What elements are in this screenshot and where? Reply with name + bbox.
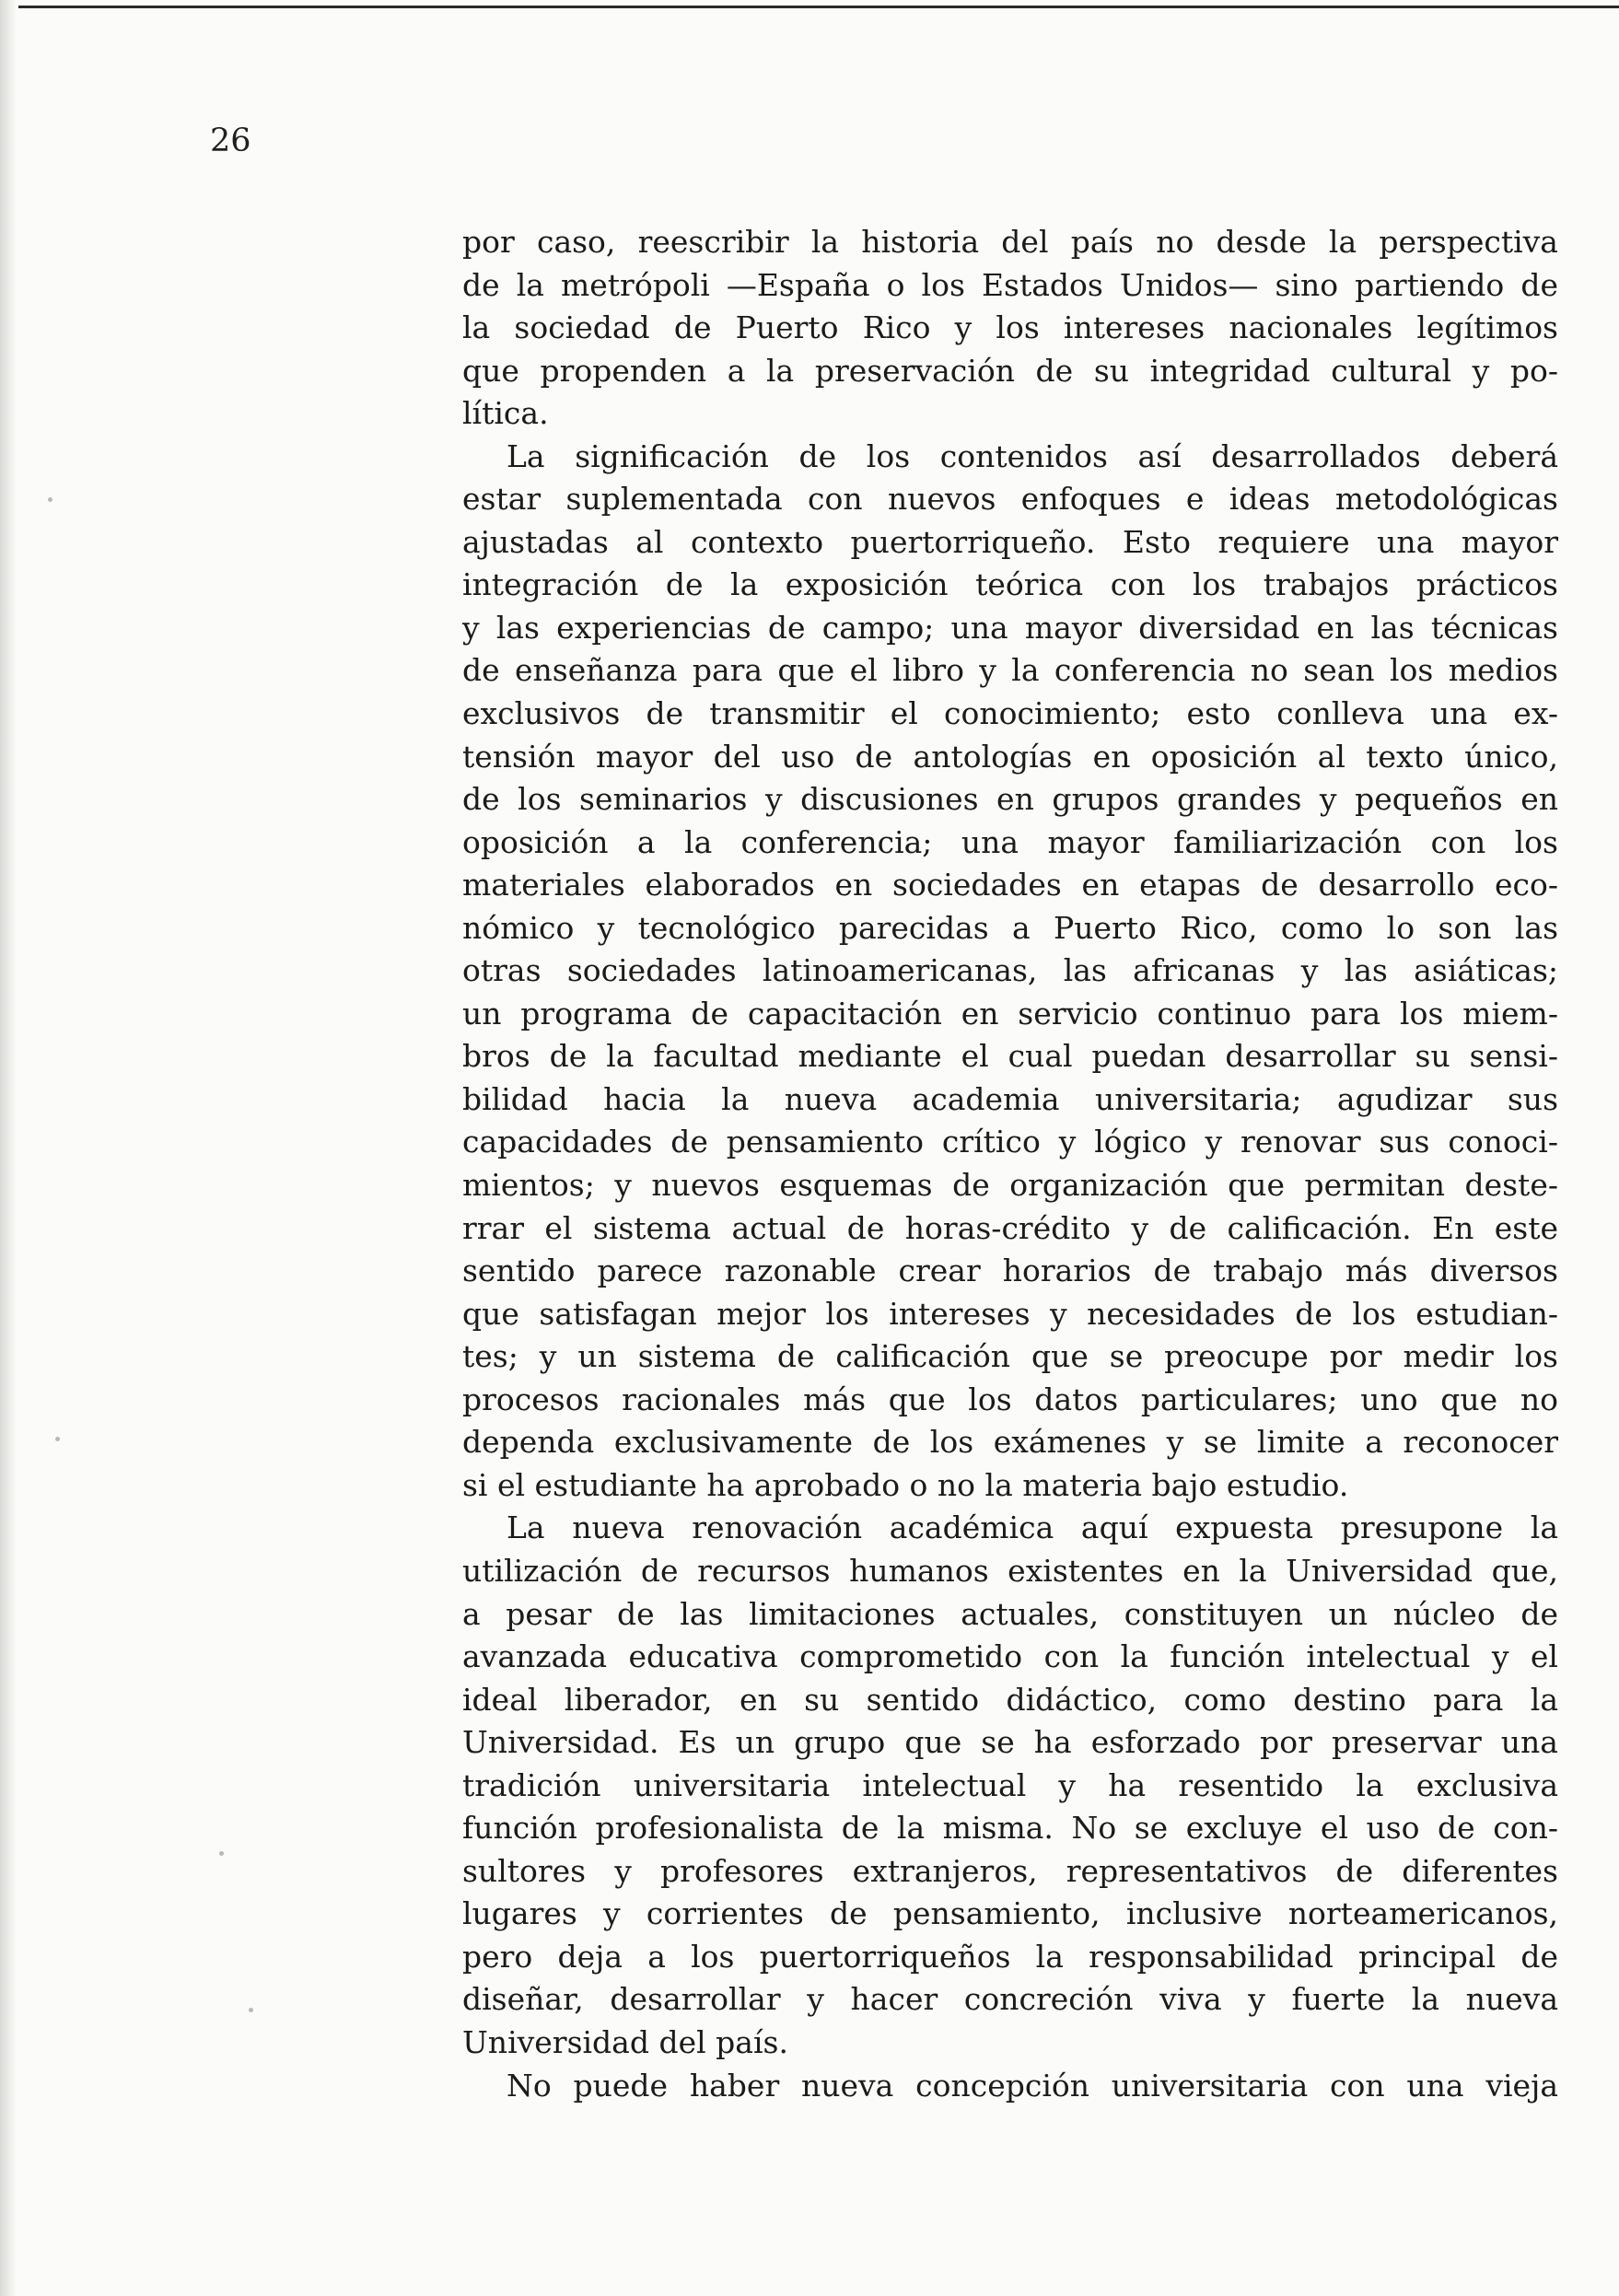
text-line: materiales elaborados en sociedades en etapas de desarrollo eco-: [462, 867, 1558, 903]
text-line: que satisfagan mejor los intereses y necesidades de los estudian-: [462, 1295, 1558, 1332]
text-line: rrar el sistema actual de horas-crédito y de calificación. En este: [462, 1209, 1558, 1246]
text-line: ajustadas al contexto puertorriqueño. Esto requiere una mayor: [462, 523, 1558, 560]
text-line: dependa exclusivamente de los exámenes y se limite a reconocer: [462, 1424, 1558, 1461]
text-line: un programa de capacitación en servicio continuo para los miem-: [462, 995, 1558, 1031]
scan-speck: [219, 1851, 224, 1856]
text-line: estar suplementada con nuevos enfoques e ideas metodológicas: [462, 481, 1558, 518]
text-line: avanzada educativa comprometido con la función intelectual y el: [462, 1638, 1558, 1675]
text-line: de la metrópoli —España o los Estados Unidos— sino partiendo de: [462, 266, 1558, 303]
scan-speck: [55, 1437, 60, 1441]
text-line: bilidad hacia la nueva academia universitaria; agudizar sus: [462, 1080, 1558, 1117]
text-line: si el estudiante ha aprobado o no la materia bajo estudio.: [462, 1466, 1349, 1503]
scan-speck: [48, 497, 52, 502]
text-line: oposición a la conferencia; una mayor familiarización con los: [462, 823, 1558, 860]
text-line: capacidades de pensamiento crítico y lógico y renovar sus conoci-: [462, 1124, 1558, 1160]
text-line: que propenden a la preservación de su integridad cultural y po-: [462, 352, 1558, 389]
text-line: nómico y tecnológico parecidas a Puerto Rico, como lo son las: [462, 909, 1558, 946]
text-line: mientos; y nuevos esquemas de organización que permitan deste-: [462, 1167, 1558, 1204]
text-line: tradición universitaria intelectual y ha resentido la exclusiva: [462, 1766, 1558, 1803]
text-line: integración de la exposición teórica con los trabajos prácticos: [462, 566, 1558, 603]
text-line: lítica.: [462, 395, 549, 432]
text-line: La significación de los contenidos así desarrollados deberá: [507, 437, 1558, 474]
text-line: y las experiencias de campo; una mayor diversidad en las técnicas: [462, 609, 1558, 646]
page-edge-shadow: [0, 0, 17, 2296]
scan-speck: [249, 2008, 253, 2012]
text-line: a pesar de las limitaciones actuales, constituyen un núcleo de: [462, 1595, 1558, 1632]
text-line: otras sociedades latinoamericanas, las africanas y las asiáticas;: [462, 952, 1558, 989]
text-line: No puede haber nueva concepción universitaria con una vieja: [507, 2067, 1558, 2104]
text-line: sultores y profesores extranjeros, representativos de diferentes: [462, 1852, 1558, 1889]
text-line: lugares y corrientes de pensamiento, inclusive norteamericanos,: [462, 1895, 1558, 1932]
page-number: 26: [210, 122, 251, 159]
text-line: sentido parece razonable crear horarios de trabajo más diversos: [462, 1253, 1558, 1289]
text-line: Universidad. Es un grupo que se ha esforzado por preservar una: [462, 1724, 1558, 1761]
text-line: ideal liberador, en su sentido didáctico, como destino para la: [462, 1681, 1558, 1718]
text-line: de enseñanza para que el libro y la conferencia no sean los medios: [462, 652, 1558, 689]
text-line: La nueva renovación académica aquí expuesta presupone la: [507, 1509, 1558, 1546]
text-line: diseñar, desarrollar y hacer concreción viva y fuerte la nueva: [462, 1981, 1558, 2018]
text-line: tensión mayor del uso de antologías en oposición al texto único,: [462, 738, 1558, 775]
text-line: de los seminarios y discusiones en grupos grandes y pequeños en: [462, 781, 1558, 818]
top-edge-rule: [18, 6, 1619, 8]
text-line: tes; y un sistema de calificación que se preocupe por medir los: [462, 1338, 1558, 1375]
text-line: la sociedad de Puerto Rico y los intereses nacionales legítimos: [462, 309, 1558, 346]
body-text: [462, 221, 1558, 2107]
text-line: procesos racionales más que los datos particulares; uno que no: [462, 1381, 1558, 1417]
text-line: por caso, reescribir la historia del país no desde la perspectiva: [462, 224, 1558, 260]
text-line: bros de la facultad mediante el cual puedan desarrollar su sensi-: [462, 1038, 1558, 1075]
text-line: utilización de recursos humanos existentes en la Universidad que,: [462, 1552, 1558, 1589]
text-line: Universidad del país.: [462, 2023, 788, 2060]
text-line: función profesionalista de la misma. No se excluye el uso de con-: [462, 1810, 1558, 1847]
text-line: pero deja a los puertorriqueños la responsabilidad principal de: [462, 1938, 1558, 1975]
text-line: exclusivos de transmitir el conocimiento; esto conlleva una ex-: [462, 695, 1558, 732]
